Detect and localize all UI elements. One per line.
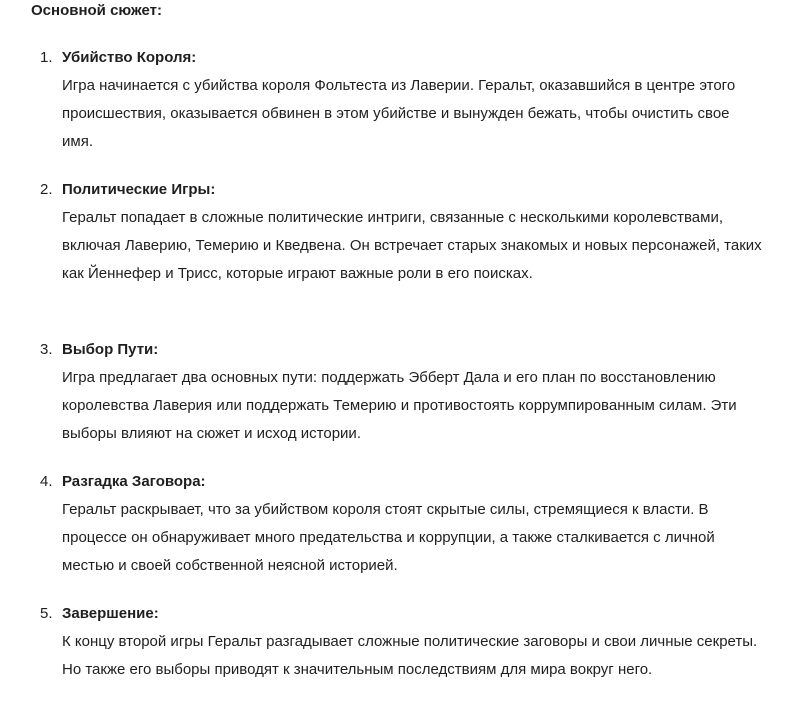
item-title: Разгадка Заговора:	[62, 473, 206, 490]
item-title: Политические Игры:	[62, 181, 216, 198]
item-number: 2.	[40, 181, 53, 198]
item-text: Игра начинается с убийства короля Фольтеста из Лаверии. Геральт, оказавшийся в центре этого происшествия, оказывается обвинен в этом убийстве и вынужден бежать, чтобы очистить свое имя.	[62, 77, 736, 150]
item-number: 3.	[40, 341, 53, 358]
item-text: К концу второй игры Геральт разгадывает сложные политические заговоры и свои личные секреты. Но также его выборы приводят к значительным последствиям для мира вокруг него.	[62, 633, 758, 678]
item-title: Выбор Пути:	[62, 341, 159, 358]
list-item-1	[40, 48, 780, 156]
item-text: Геральт попадает в сложные политические интриги, связанные с несколькими королевствами, включая Лаверию, Темерию и Кведвена. Он встречает старых знакомых и новых персонажей, таких как Йеннефер и Трисс, которые играют важные роли в его поисках.	[62, 209, 762, 282]
item-number: 4.	[40, 473, 53, 490]
list-item-5	[40, 604, 780, 684]
item-number: 5.	[40, 605, 53, 622]
item-number: 1.	[40, 49, 53, 66]
list-item-2	[40, 180, 780, 288]
item-text: Геральт раскрывает, что за убийством короля стоят скрытые силы, стремящиеся к власти. В процессе он обнаруживает много предательства и коррупции, а также сталкивается с личной местью и своей собственной неясной историей.	[62, 501, 715, 574]
item-title: Убийство Короля:	[62, 49, 197, 66]
item-title: Завершение:	[62, 605, 159, 622]
list-item-3	[40, 340, 780, 448]
list-item-4	[40, 472, 780, 580]
plot-heading: Основной сюжет:	[31, 2, 162, 19]
item-text: Игра предлагает два основных пути: поддержать Эбберт Дала и его план по восстановлению королевства Лаверия или поддержать Темерию и противостоять коррумпированным силам. Эти выборы влияют на сюжет и исход истории.	[62, 369, 737, 442]
